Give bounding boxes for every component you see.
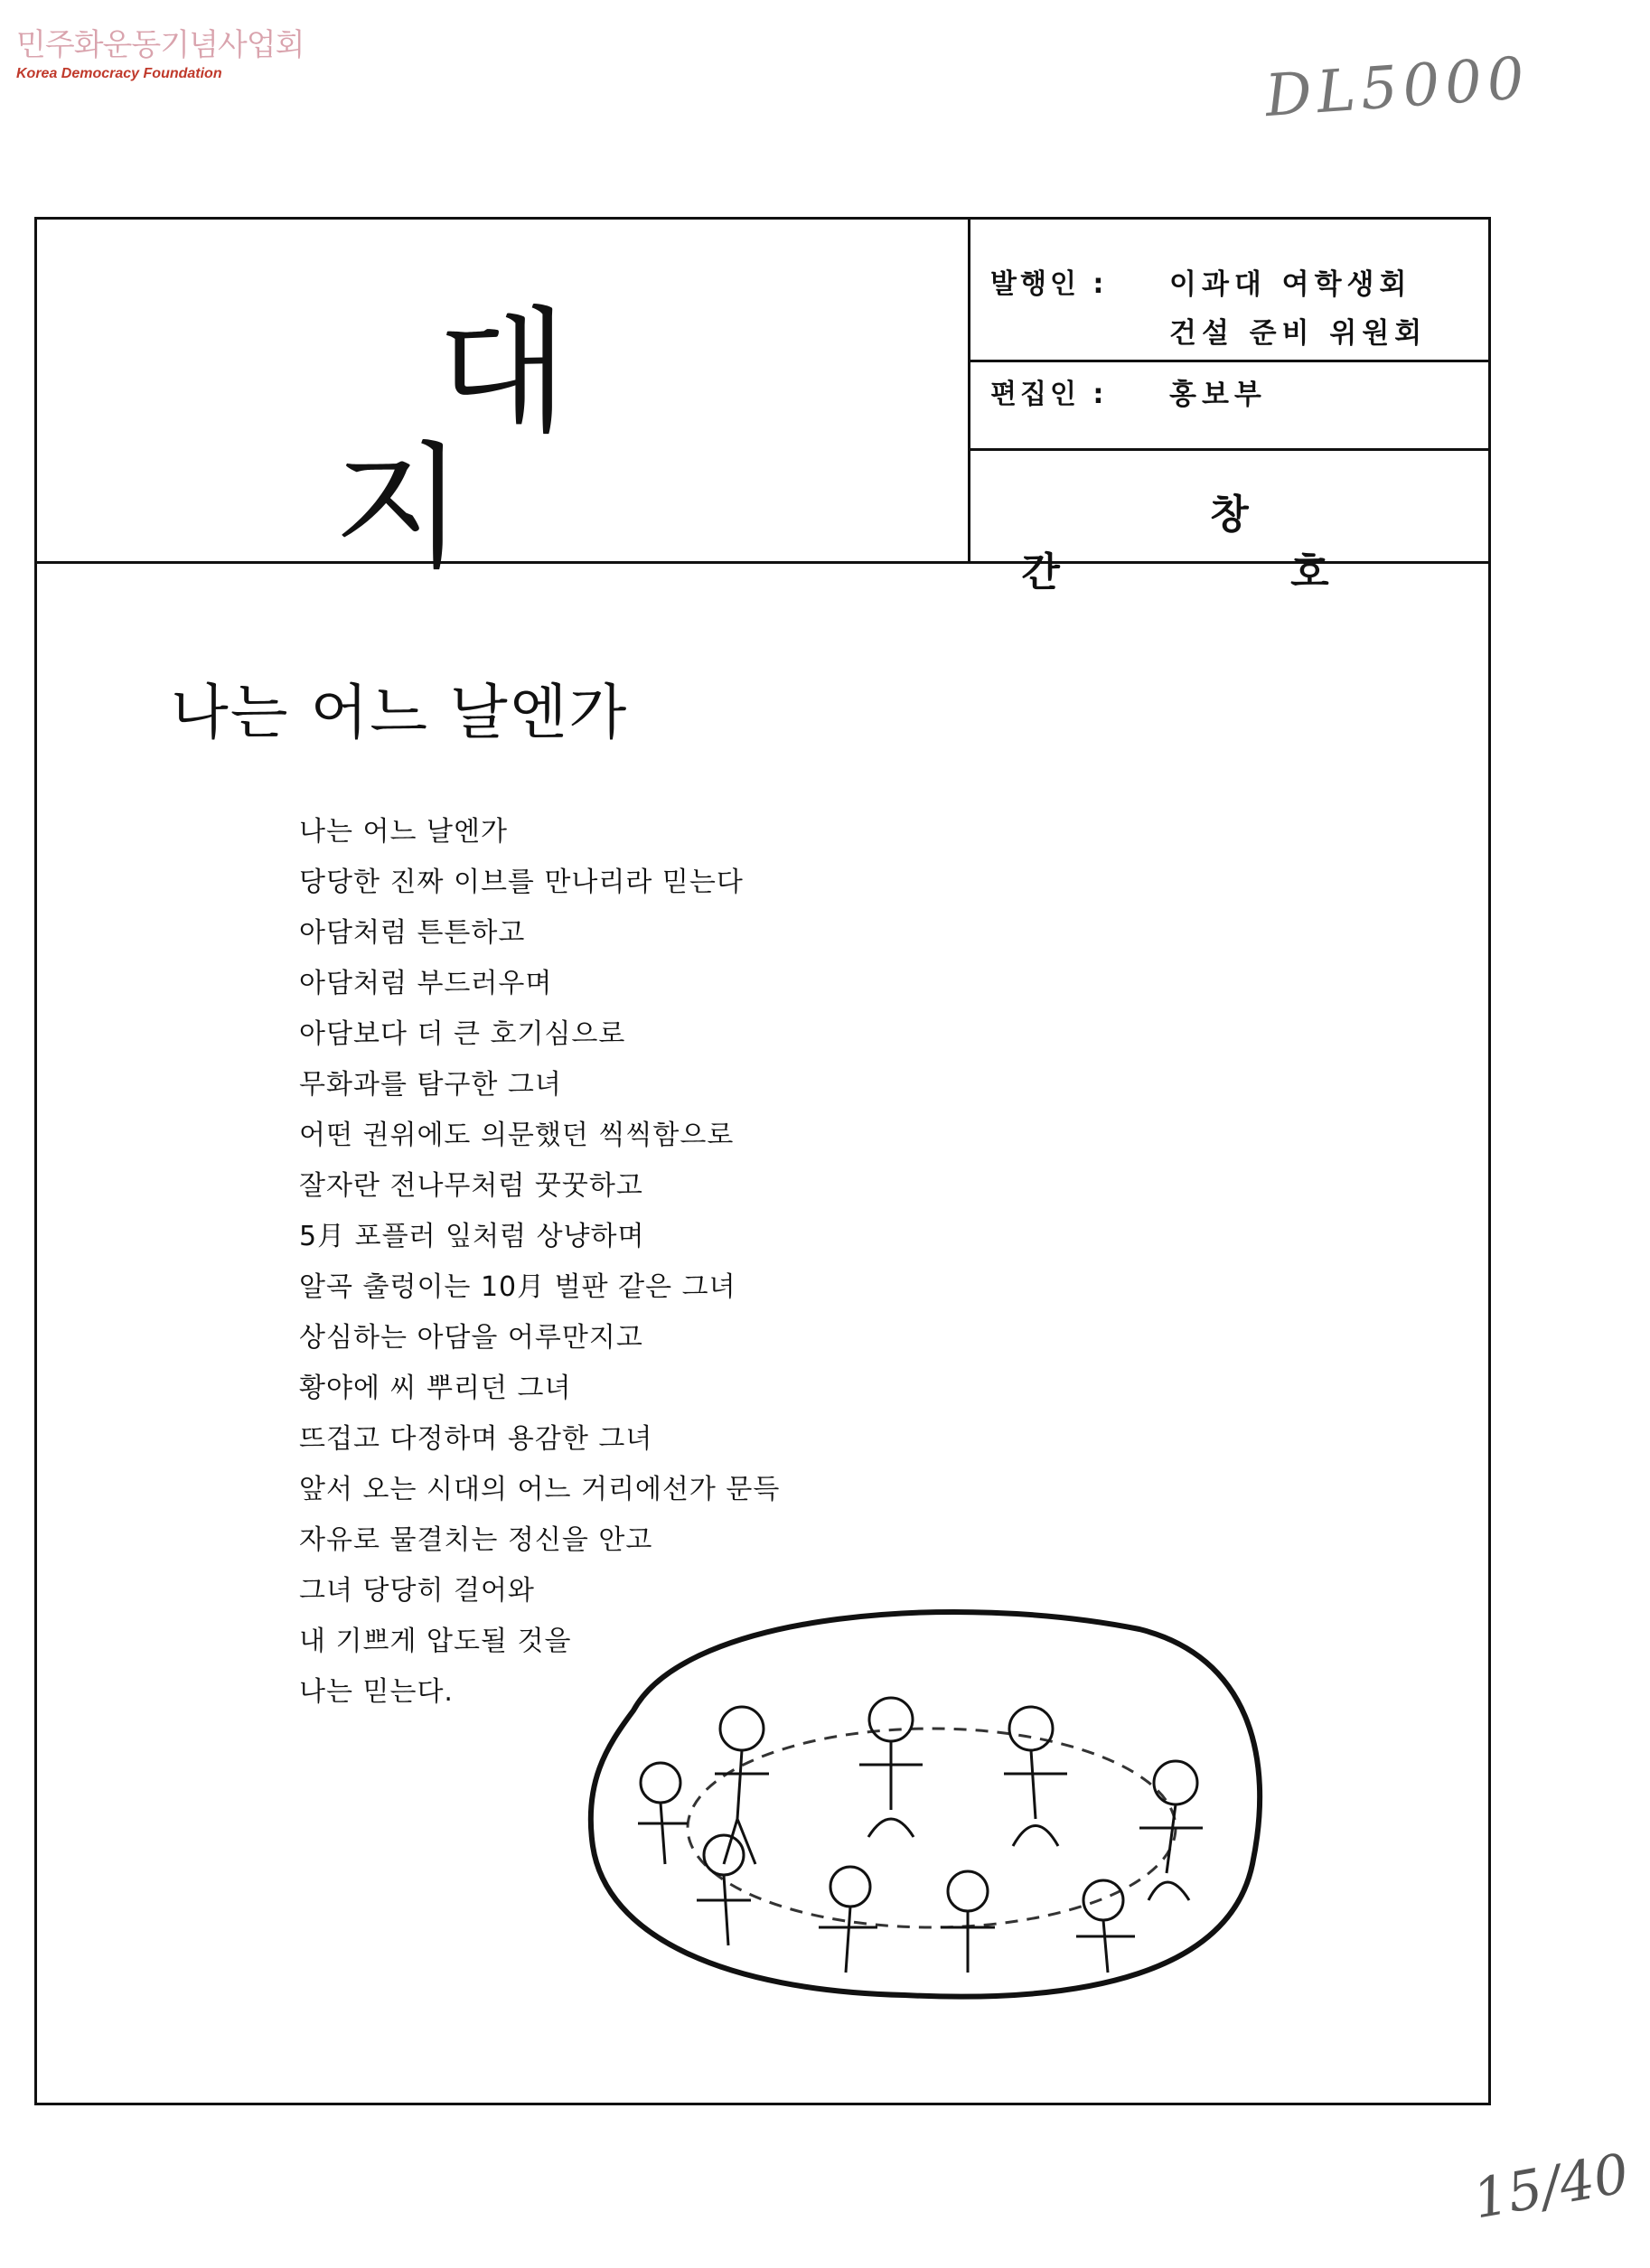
- editor-label: 편집인 :: [990, 379, 1108, 410]
- poem-line: 아담보다 더 큰 호기심으로: [299, 1018, 626, 1050]
- publisher-label: 발행인 :: [990, 268, 1108, 300]
- newsletter-title: 대 지: [333, 295, 776, 587]
- poem-line: 황야에 씨 뿌리던 그녀: [299, 1373, 572, 1404]
- publisher-line-1: 이과대 여학생회: [1169, 268, 1412, 301]
- newsletter-frame: [34, 217, 1491, 2105]
- poem-body: [299, 807, 780, 1718]
- poem-line: 내 기쁘게 압도될 것을: [299, 1626, 572, 1657]
- editor-row: [970, 362, 1488, 451]
- poem-title: 나는 어느 날엔가: [171, 678, 629, 748]
- archive-code: DL5000: [1262, 44, 1532, 131]
- title-cell: [37, 220, 970, 587]
- poem-line: 나는 믿는다.: [299, 1676, 454, 1708]
- poem-line: 나는 어느 날엔가: [299, 816, 508, 848]
- masthead: [37, 220, 1488, 595]
- circle-dance-illustration: [579, 1593, 1266, 2009]
- poem-line: 뜨겁고 다정하며 용감한 그녀: [299, 1423, 653, 1455]
- poem-line: 아담처럼 부드러우며: [299, 968, 553, 999]
- publisher-row: [970, 220, 1488, 362]
- editor-value: 홍보부: [1169, 379, 1267, 411]
- poem-line: 무화과를 탐구한 그녀: [299, 1069, 562, 1101]
- poem-line: 당당한 진짜 이브를 만나리라 믿는다: [299, 867, 744, 898]
- poem-line: 알곡 출렁이는 10月 벌판 같은 그녀: [299, 1271, 736, 1303]
- poem-line: 앞서 오는 시대의 어느 거리에선가 문득: [299, 1474, 781, 1505]
- issue-row: [970, 451, 1488, 595]
- publisher-line-2: 건설 준비 위원회: [1169, 317, 1428, 350]
- page-number: 15/40: [1468, 2141, 1634, 2232]
- watermark-logo: [16, 20, 304, 82]
- poem-line: 상심하는 아담을 어루만지고: [299, 1322, 643, 1354]
- poem-line: 아담처럼 튼튼하고: [299, 917, 526, 949]
- poem-line: 그녀 당당히 걸어와: [299, 1575, 535, 1607]
- poem-line: 5月 포플러 잎처럼 상냥하며: [299, 1221, 645, 1252]
- poem-line: 자유로 물결치는 정신을 안고: [299, 1524, 653, 1556]
- issue-label: 창 간 호: [1021, 492, 1438, 595]
- poem-line: 잘자란 전나무처럼 꿋꿋하고: [299, 1170, 643, 1202]
- watermark-english: Korea Democracy Foundation: [16, 66, 222, 81]
- poem-line: 어떤 권위에도 의문했던 씩씩함으로: [299, 1120, 735, 1151]
- watermark-korean: 민주화운동기념사업회: [16, 27, 305, 63]
- publication-info: [970, 220, 1488, 595]
